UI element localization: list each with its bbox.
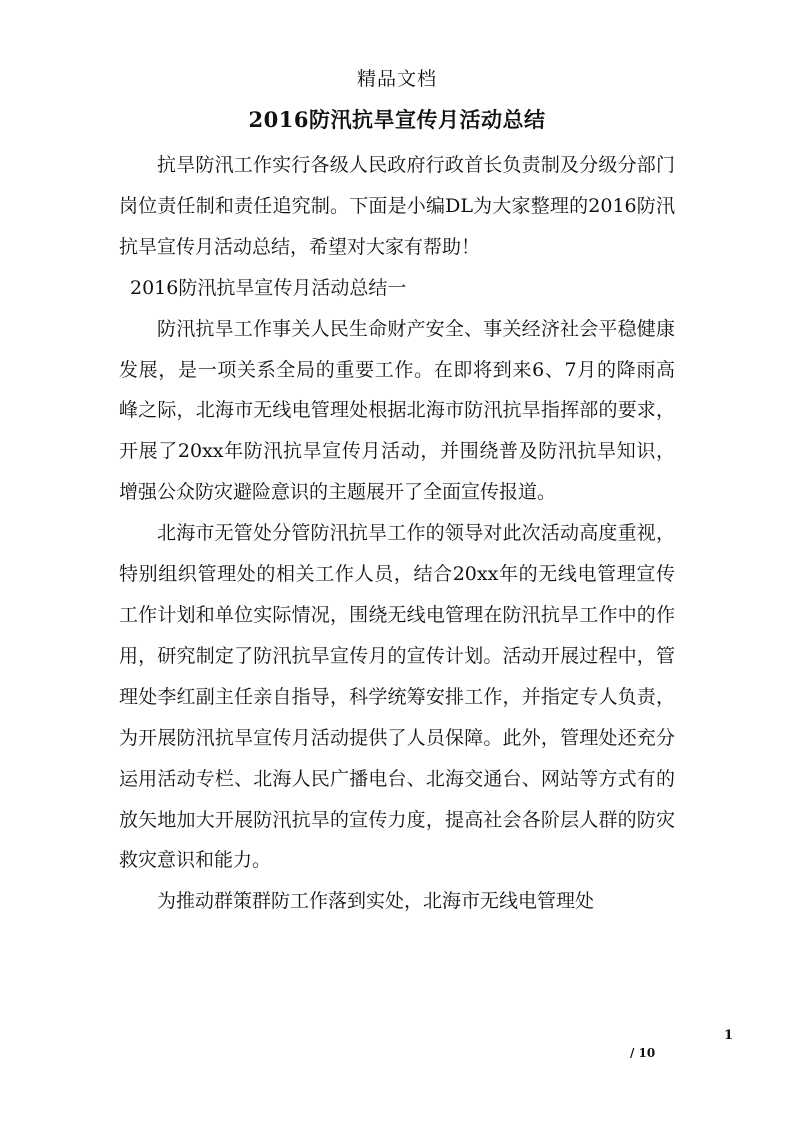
body-paragraph: 北海市无管处分管防汛抗旱工作的领导对此次活动高度重视，特别组织管理处的相关工作人员，结合20xx年的无线电管理宣传工作计划和单位实际情况，围绕无线电管理在防汛抗旱工作中的作用，研究制定了防汛抗旱宣传月的宣传计划。活动开展过程中，管理处李红副主任亲自指导，科学统筹安排工作，并指定专人负责，为开展防汛抗旱宣传月活动提供了人员保障。此外，管理处还充分运用活动专栏、北海人民广播电台、北海交通台、网站等方式有的放矢地加大开展防汛抗旱的宣传力度，提高社会各阶层人群的防灾救灾意识和能力。 xyxy=(119,522,675,872)
body-paragraph: 为推动群策群防工作落到实处，北海市无线电管理处 xyxy=(157,890,595,913)
body-paragraph: 防汛抗旱工作事关人民生命财产安全、事关经济社会平稳健康发展，是一项关系全局的重要工作。在即将到来6、7月的降雨高峰之际，北海市无线电管理处根据北海市防汛抗旱指挥部的要求，开展了20xx年防汛抗旱宣传月活动，并围绕普及防汛抗旱知识，增强公众防灾避险意识的主题展开了全面宣传报道。 xyxy=(119,317,675,504)
intro-paragraph: 抗旱防汛工作实行各级人民政府行政首长负责制及分级分部门岗位责任制和责任追究制。下面是小编DL为大家整理的2016防汛抗旱宣传月活动总结，希望对大家有帮助！ xyxy=(119,154,675,258)
document-body xyxy=(119,145,675,922)
page-total: / 10 xyxy=(630,1046,656,1060)
document-title: 2016防汛抗旱宣传月活动总结 xyxy=(248,107,546,132)
page-header: 精品文档 xyxy=(356,68,437,90)
page-number: 1 xyxy=(724,1028,734,1043)
section-heading: 2016防汛抗旱宣传月活动总结一 xyxy=(130,276,407,299)
